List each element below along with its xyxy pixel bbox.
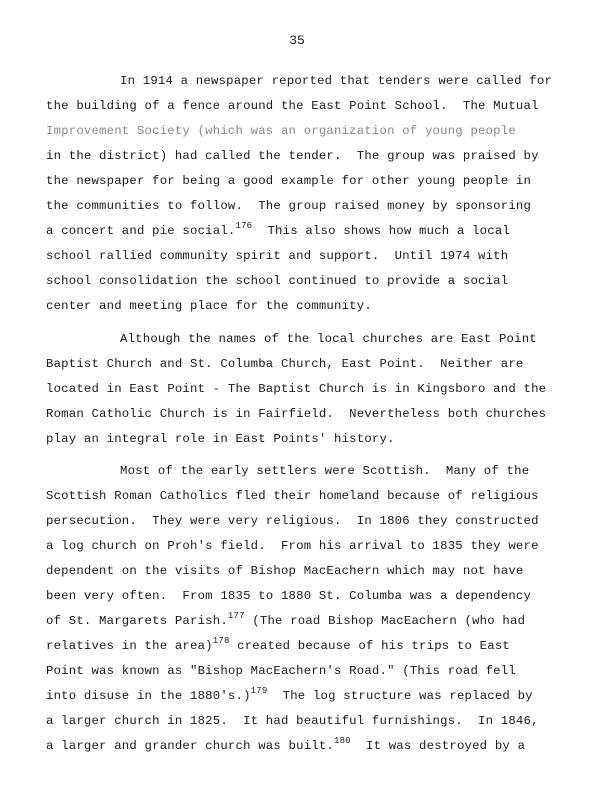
text-line (120, 73, 552, 89)
text-segment: (The road Bishop MacEachern (who had (244, 614, 526, 628)
text-segment: school rallied community spirit and support. Until 1974 with (46, 249, 509, 263)
text-segment: Most of the early settlers were Scottish. Many of the (120, 464, 530, 478)
text-segment: Although the names of the local churches are East Point (120, 332, 537, 346)
text-segment: into disuse in the 1880's.) (46, 689, 251, 703)
text-segment: play an integral role in East Points' history. (46, 432, 395, 446)
text-line (46, 688, 533, 704)
text-line (120, 463, 529, 479)
text-segment: in the district) had called the tender. The group was praised by (46, 149, 539, 163)
text-segment: It was destroyed by a (350, 739, 526, 753)
text-line (46, 613, 525, 629)
text-line (46, 273, 508, 289)
text-line (46, 538, 539, 554)
text-segment: the newspaper for being a good example for other young people in (46, 174, 532, 188)
text-segment: a larger and grander church was built. (46, 739, 335, 753)
text-segment: located in East Point - The Baptist Church is in Kingsboro and the (46, 382, 547, 396)
text-segment: school consolidation the school continued to provide a social (46, 274, 509, 288)
text-line (46, 381, 546, 397)
text-segment: Improvement Society (which was an organization of young people (46, 124, 516, 138)
text-segment: center and meeting place for the community. (46, 299, 372, 313)
text-segment: a log church on Proh's field. From his arrival to 1835 they were (46, 539, 539, 553)
text-segment: relatives in the area) (46, 639, 213, 653)
footnote-marker: 180 (334, 736, 351, 746)
footnote-marker: 177 (227, 611, 245, 621)
text-segment: Baptist Church and St. Columba Church, East Point. Neither are (46, 357, 524, 371)
page-number: 35 (289, 33, 305, 48)
text-segment: been very often. From 1835 to 1880 St. Columba was a dependency (46, 589, 532, 603)
text-segment: Roman Catholic Church is in Fairfield. Nevertheless both churches (46, 407, 547, 421)
text-segment: a larger church in 1825. It had beautiful furnishings. In 1846, (46, 714, 539, 728)
text-line (46, 148, 539, 164)
text-line (120, 331, 537, 347)
text-line (46, 431, 395, 447)
text-line (46, 198, 531, 214)
text-segment: of St. Margarets Parish. (46, 614, 228, 628)
text-segment: created because of his trips to East (229, 639, 510, 653)
text-line (46, 298, 372, 314)
text-line (46, 488, 539, 504)
footnote-marker: 179 (250, 686, 268, 696)
text-segment: dependent on the visits of Bishop MacEachern which may not have (46, 564, 524, 578)
text-line (46, 223, 510, 239)
text-segment: persecution. They were very religious. In 1806 they constructed (46, 514, 539, 528)
text-segment: The log structure was replaced by (267, 689, 533, 703)
footnote-marker: 178 (212, 636, 230, 646)
text-line (46, 123, 516, 139)
text-line (46, 713, 539, 729)
text-line (46, 563, 524, 579)
text-line (46, 248, 508, 264)
text-line (46, 173, 531, 189)
text-line (46, 588, 531, 604)
text-segment: In 1914 a newspaper reported that tenders were called for (120, 74, 553, 88)
text-segment: a concert and pie social. (46, 224, 236, 238)
text-line (46, 356, 524, 372)
text-line (46, 638, 510, 654)
text-segment: This also shows how much a local (252, 224, 510, 238)
text-line (46, 663, 516, 679)
footnote-marker: 176 (235, 221, 253, 231)
text-segment: the communities to follow. The group raised money by sponsoring (46, 199, 532, 213)
text-segment: the building of a fence around the East Point School. The Mutual (46, 99, 539, 113)
text-line (46, 513, 539, 529)
text-line (46, 406, 546, 422)
text-line (46, 98, 539, 114)
text-segment: Point was known as "Bishop MacEachern's Road." (This road fell (46, 664, 516, 678)
text-line (46, 738, 525, 754)
text-segment: Scottish Roman Catholics fled their homeland because of religious (46, 489, 539, 503)
